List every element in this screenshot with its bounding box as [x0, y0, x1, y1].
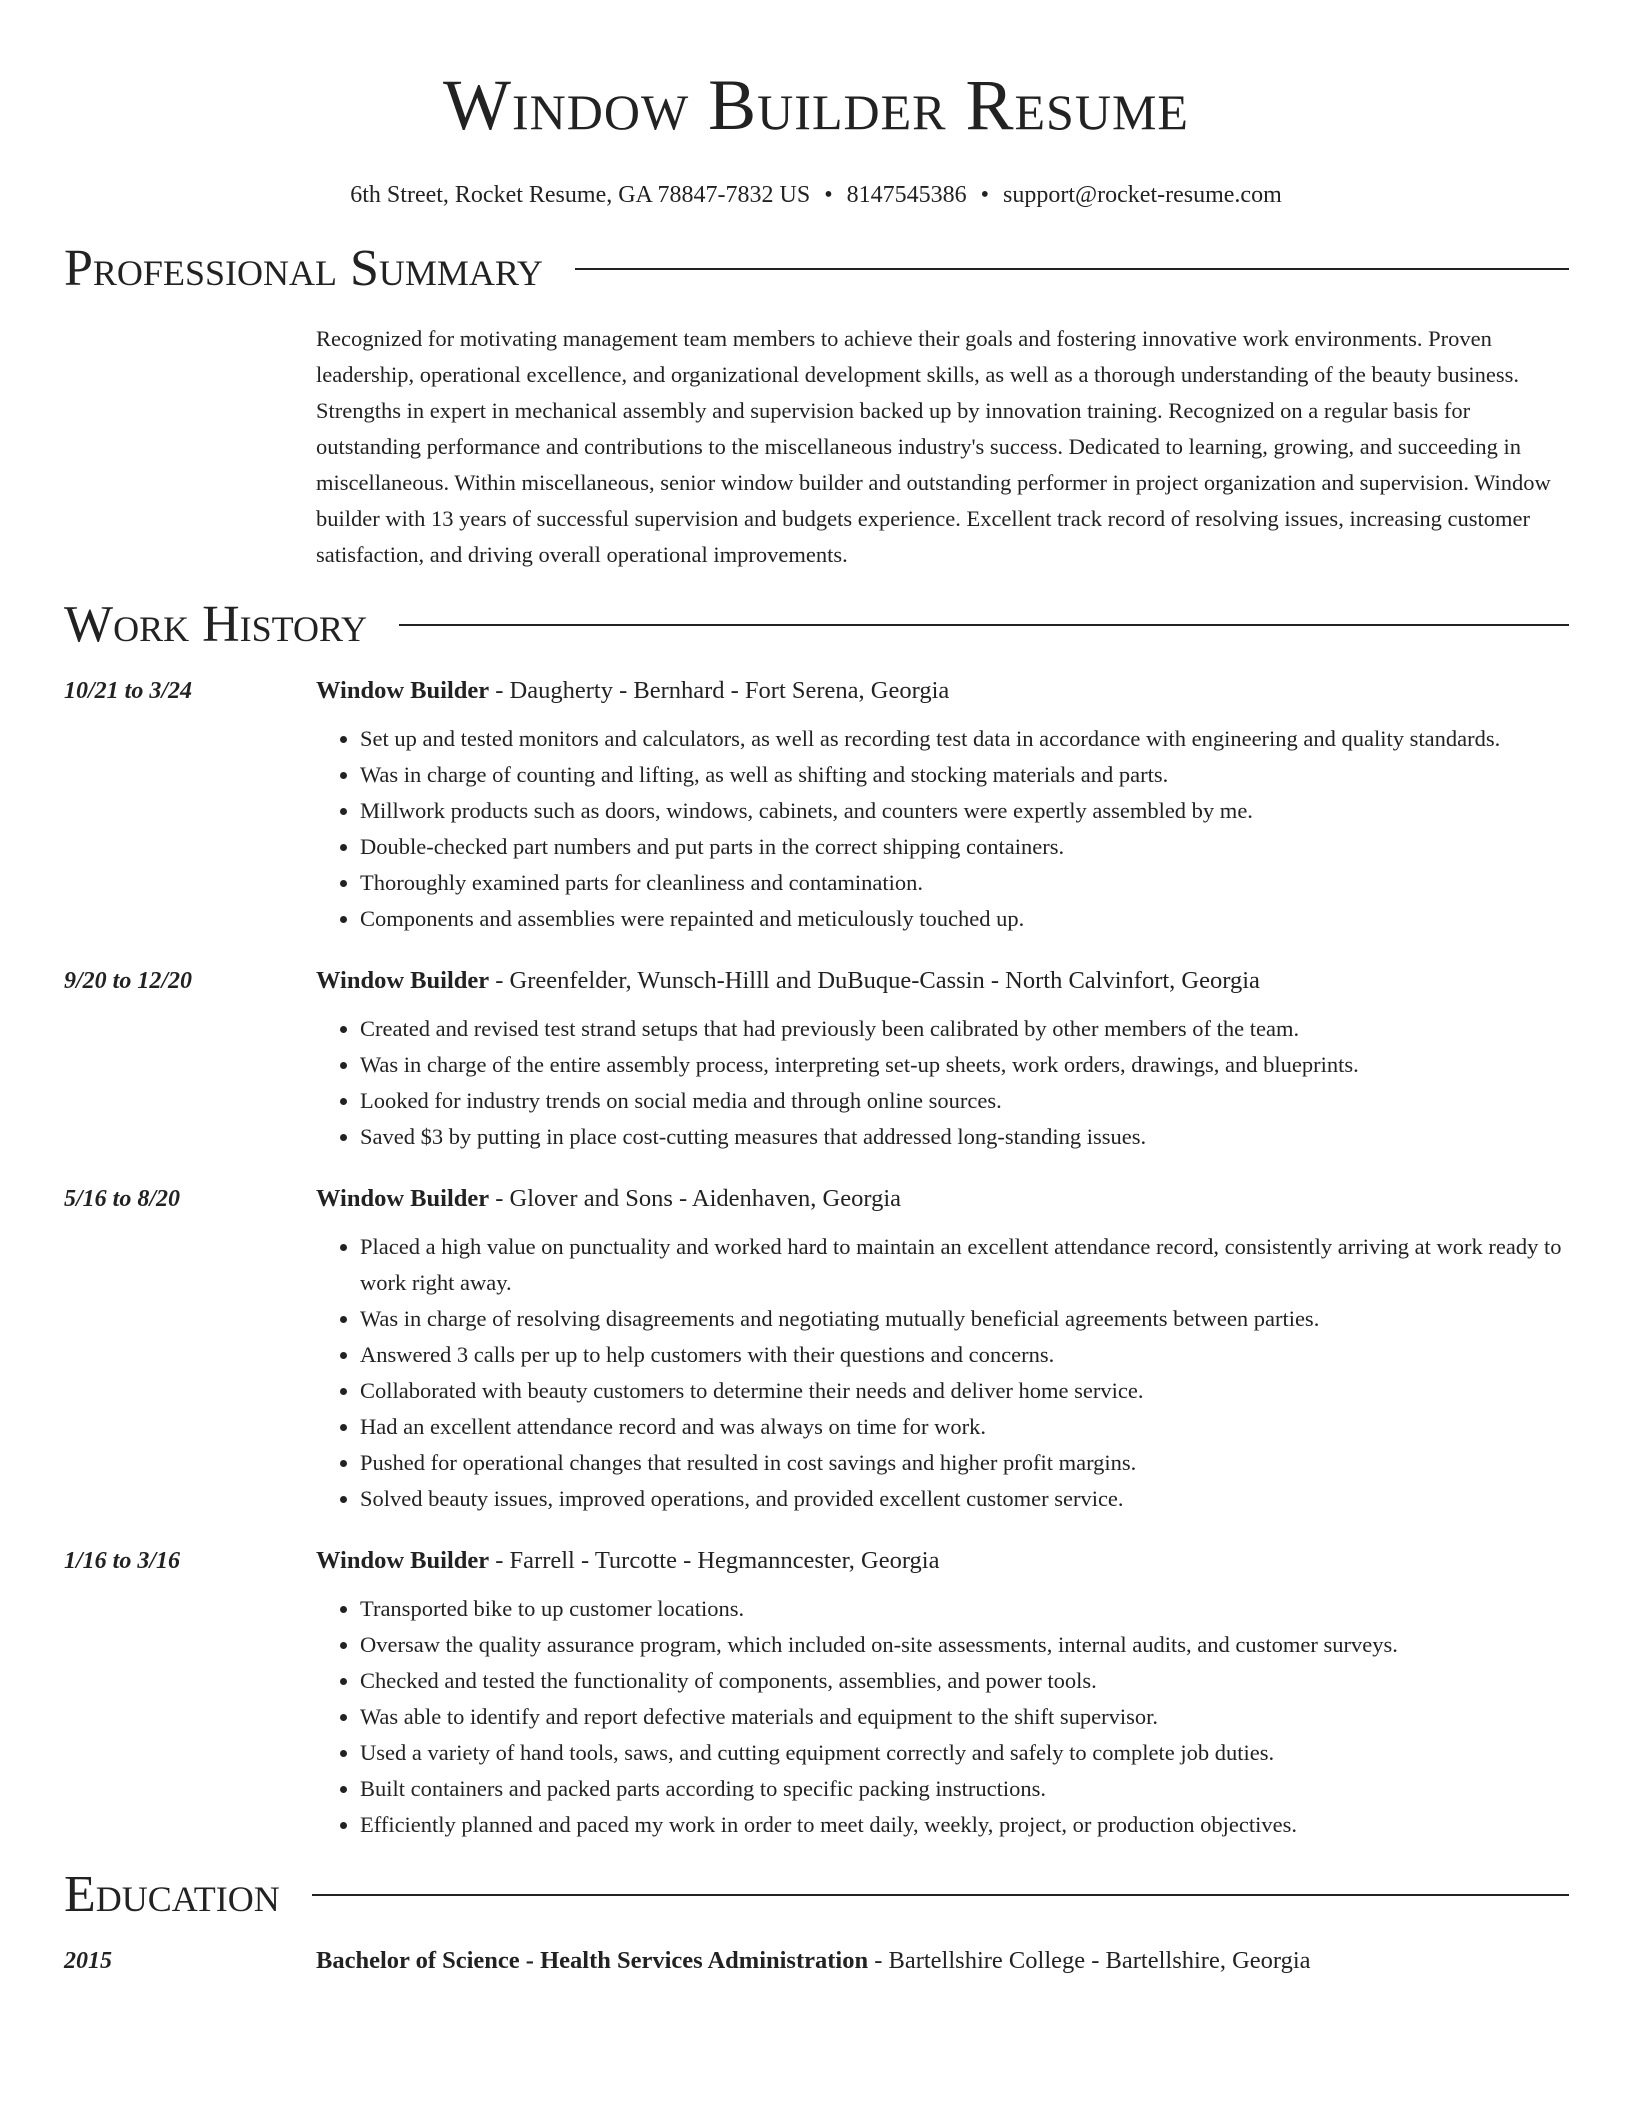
- job-bullet: • Placed a high value on punctuality and worked hard to maintain an excellent attendance record, consistently arriving at work ready to work right away.: [360, 1229, 1572, 1301]
- job-role: Window Builder: [316, 1547, 490, 1574]
- job-dates: 10/21 to 3/24: [64, 678, 193, 704]
- job-bullet: • Had an excellent attendance record and was always on time for work.: [360, 1409, 1572, 1445]
- job-heading: [316, 1185, 901, 1213]
- work-history-title: Work History: [64, 596, 368, 653]
- job-bullet: • Saved $3 by putting in place cost-cutting measures that addressed long-standing issues.: [360, 1119, 1572, 1155]
- job-role: Window Builder: [316, 967, 490, 994]
- section-divider: [312, 1894, 1569, 1896]
- job-bullet: • Oversaw the quality assurance program, which included on-site assessments, internal audits, and customer surveys.: [360, 1627, 1572, 1663]
- email: support@rocket-resume.com: [1003, 182, 1282, 208]
- job-dates: 5/16 to 8/20: [64, 1186, 181, 1212]
- job-entry: [0, 677, 1632, 937]
- job-bullet: • Set up and tested monitors and calculators, as well as recording test data in accordance with engineering and quality standards.: [360, 721, 1572, 757]
- education-year: 2015: [64, 1948, 112, 1974]
- separator-dot: •: [980, 182, 990, 208]
- job-bullet: • Was in charge of resolving disagreements and negotiating mutually beneficial agreements between parties.: [360, 1301, 1572, 1337]
- job-bullet: • Answered 3 calls per up to help customers with their questions and concerns.: [360, 1337, 1572, 1373]
- job-role: Window Builder: [316, 677, 490, 704]
- resume-name: Window Builder Resume: [443, 65, 1189, 145]
- job-bullets: [316, 1011, 1572, 1155]
- job-heading: [316, 1547, 939, 1575]
- job-bullet: • Was in charge of counting and lifting, as well as shifting and stocking materials and parts.: [360, 757, 1572, 793]
- job-entry: [0, 1185, 1632, 1517]
- education-title: Education: [64, 1866, 280, 1923]
- section-divider: [399, 624, 1569, 626]
- job-bullet: • Was in charge of the entire assembly process, interpreting set-up sheets, work orders, drawings, and blueprints.: [360, 1047, 1572, 1083]
- job-details: - Glover and Sons - Aidenhaven, Georgia: [489, 1185, 902, 1212]
- job-heading: [316, 967, 1260, 995]
- job-entry: [0, 1547, 1632, 1843]
- job-bullet: • Collaborated with beauty customers to determine their needs and deliver home service.: [360, 1373, 1572, 1409]
- job-bullet: • Millwork products such as doors, windows, cabinets, and counters were expertly assembled by me.: [360, 793, 1572, 829]
- work-history-list: [0, 677, 1632, 1843]
- summary-text: Recognized for motivating management team members to achieve their goals and fostering innovative work environments. Proven leadership, operational excellence, and organizational development skills, as well as a thorough understanding of the beauty business. Strengths in expert in mechanical assembly and supervision backed up by innovation training. Recognized on a regular basis for outstanding performance and contributions to the miscellaneous industry's success. Dedicated to learning, growing, and succeeding in miscellaneous. Within miscellaneous, senior window builder and outstanding performer in project organization and supervision. Window builder with 13 years of successful supervision and budgets experience. Excellent track record of resolving issues, increasing customer satisfaction, and driving overall operational improvements.: [316, 326, 1551, 567]
- job-bullets: [316, 1229, 1572, 1517]
- separator-dot: •: [824, 182, 833, 208]
- job-bullet: • Used a variety of hand tools, saws, and cutting equipment correctly and safely to complete job duties.: [360, 1735, 1572, 1771]
- address: 6th Street, Rocket Resume, GA 78847-7832 US: [350, 182, 811, 208]
- education-heading: [316, 1947, 1311, 1975]
- job-bullet: • Thoroughly examined parts for cleanliness and contamination.: [360, 865, 1572, 901]
- job-details: - Farrell - Turcotte - Hegmanncester, Georgia: [489, 1547, 940, 1574]
- job-bullets: [316, 1591, 1572, 1843]
- job-bullet: • Solved beauty issues, improved operations, and provided excellent customer service.: [360, 1481, 1572, 1517]
- job-bullet: • Created and revised test strand setups that had previously been calibrated by other members of the team.: [360, 1011, 1572, 1047]
- job-bullet: • Pushed for operational changes that resulted in cost savings and higher profit margins.: [360, 1445, 1572, 1481]
- education-entry: [0, 1947, 1632, 1975]
- job-entry: [0, 967, 1632, 1155]
- job-heading: [316, 677, 949, 705]
- section-divider: [575, 268, 1569, 270]
- job-bullets: [316, 721, 1572, 937]
- job-bullet: • Built containers and packed parts according to specific packing instructions.: [360, 1771, 1572, 1807]
- phone: 8147545386: [846, 182, 967, 208]
- work-history-section-header: [64, 595, 1569, 655]
- summary-section-header: [64, 239, 1569, 299]
- job-bullet: • Transported bike to up customer locations.: [360, 1591, 1572, 1627]
- job-bullet: • Was able to identify and report defective materials and equipment to the shift supervisor.: [360, 1699, 1572, 1735]
- job-role: Window Builder: [316, 1185, 490, 1212]
- job-details: - Greenfelder, Wunsch-Hilll and DuBuque-Cassin - North Calvinfort, Georgia: [489, 967, 1260, 994]
- job-bullet: • Double-checked part numbers and put parts in the correct shipping containers.: [360, 829, 1572, 865]
- job-bullet: • Components and assemblies were repainted and meticulously touched up.: [360, 901, 1572, 937]
- job-bullet: • Checked and tested the functionality of components, assemblies, and power tools.: [360, 1663, 1572, 1699]
- education-details: - Bartellshire College - Bartellshire, Georgia: [868, 1947, 1311, 1974]
- job-bullet: • Efficiently planned and paced my work in order to meet daily, weekly, project, or production objectives.: [360, 1807, 1572, 1843]
- job-dates: 1/16 to 3/16: [64, 1548, 181, 1574]
- summary-title: Professional Summary: [64, 240, 543, 297]
- job-details: - Daugherty - Bernhard - Fort Serena, Georgia: [489, 677, 950, 704]
- education-degree: Bachelor of Science - Health Services Administration: [316, 1947, 869, 1974]
- contact-line: [0, 182, 1632, 209]
- job-bullet: • Looked for industry trends on social media and through online sources.: [360, 1083, 1572, 1119]
- job-dates: 9/20 to 12/20: [64, 968, 193, 994]
- education-section-header: [64, 1865, 1569, 1925]
